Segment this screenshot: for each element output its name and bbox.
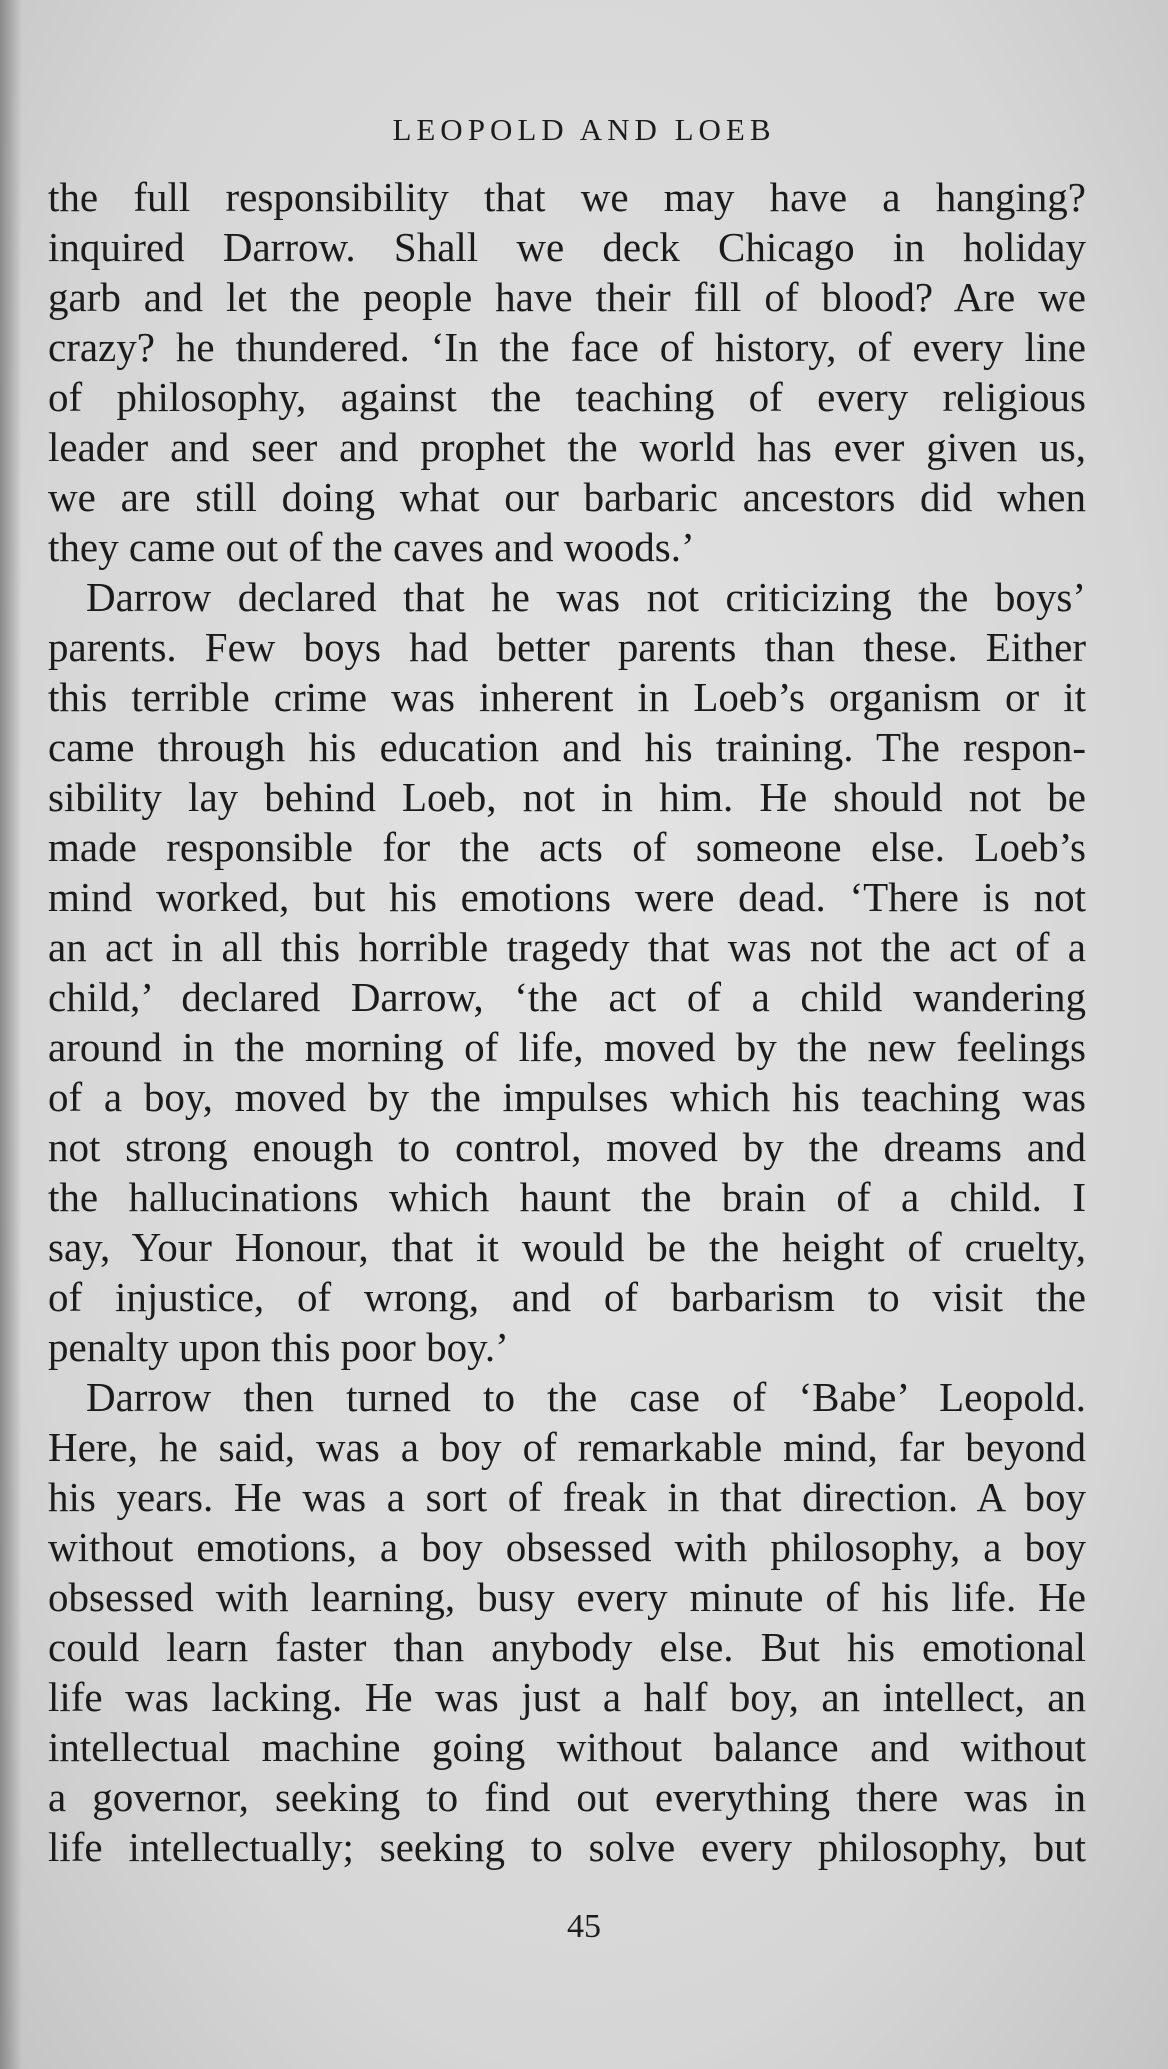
text-line: inquired Darrow. Shall we deck Chicago in holiday xyxy=(48,224,1086,270)
text-line: life was lacking. He was just a half boy, an intellect, an xyxy=(48,1674,1086,1720)
text-line: we are still doing what our barbaric ancestors did when xyxy=(48,474,1086,520)
text-line: crazy? he thundered. ‘In the face of history, of every line xyxy=(48,324,1086,370)
text-line: came through his education and his training. The respon- xyxy=(48,724,1086,770)
text-line: they came out of the caves and woods.’ xyxy=(48,524,695,570)
text-line: the full responsibility that we may have a hanging? xyxy=(48,174,1086,220)
text-line: his years. He was a sort of freak in that direction. A boy xyxy=(48,1474,1086,1520)
text-line: life intellectually; seeking to solve every philosophy, but xyxy=(48,1824,1086,1870)
text-line: parents. Few boys had better parents than these. Either xyxy=(48,624,1086,670)
text-line: Darrow then turned to the case of ‘Babe’ Leopold. xyxy=(86,1374,1086,1420)
text-line: could learn faster than anybody else. But his emotional xyxy=(48,1624,1086,1670)
text-line: leader and seer and prophet the world has ever given us, xyxy=(48,424,1086,470)
text-line: an act in all this horrible tragedy that was not the act of a xyxy=(48,924,1086,970)
text-line: mind worked, but his emotions were dead. ‘There is not xyxy=(48,874,1086,920)
text-line: child,’ declared Darrow, ‘the act of a child wandering xyxy=(48,974,1086,1020)
text-line: around in the morning of life, moved by the new feelings xyxy=(48,1024,1086,1070)
text-line: without emotions, a boy obsessed with philosophy, a boy xyxy=(48,1524,1086,1570)
text-line: Here, he said, was a boy of remarkable mind, far beyond xyxy=(48,1424,1086,1470)
text-line: of injustice, of wrong, and of barbarism to visit the xyxy=(48,1274,1086,1320)
text-line: this terrible crime was inherent in Loeb’s organism or it xyxy=(48,674,1086,720)
text-line: made responsible for the acts of someone else. Loeb’s xyxy=(48,824,1086,870)
text-line: intellectual machine going without balance and without xyxy=(48,1724,1086,1770)
text-line: penalty upon this poor boy.’ xyxy=(48,1324,509,1370)
text-line: of a boy, moved by the impulses which his teaching was xyxy=(48,1074,1086,1120)
text-line: obsessed with learning, busy every minute of his life. He xyxy=(48,1574,1086,1620)
text-line: garb and let the people have their fill of blood? Are we xyxy=(48,274,1086,320)
text-line: a governor, seeking to find out everything there was in xyxy=(48,1774,1086,1820)
text-line: not strong enough to control, moved by the dreams and xyxy=(48,1124,1086,1170)
page-number: 45 xyxy=(567,1908,601,1945)
text-line: sibility lay behind Loeb, not in him. He should not be xyxy=(48,774,1086,820)
running-head: LEOPOLD AND LOEB xyxy=(392,112,776,147)
text-line: of philosophy, against the teaching of every religious xyxy=(48,374,1086,420)
body-text xyxy=(48,172,1086,1872)
text-line: the hallucinations which haunt the brain of a child. I xyxy=(48,1174,1086,1220)
text-line: Darrow declared that he was not criticizing the boys’ xyxy=(86,574,1086,620)
text-line: say, Your Honour, that it would be the height of cruelty, xyxy=(48,1224,1086,1270)
